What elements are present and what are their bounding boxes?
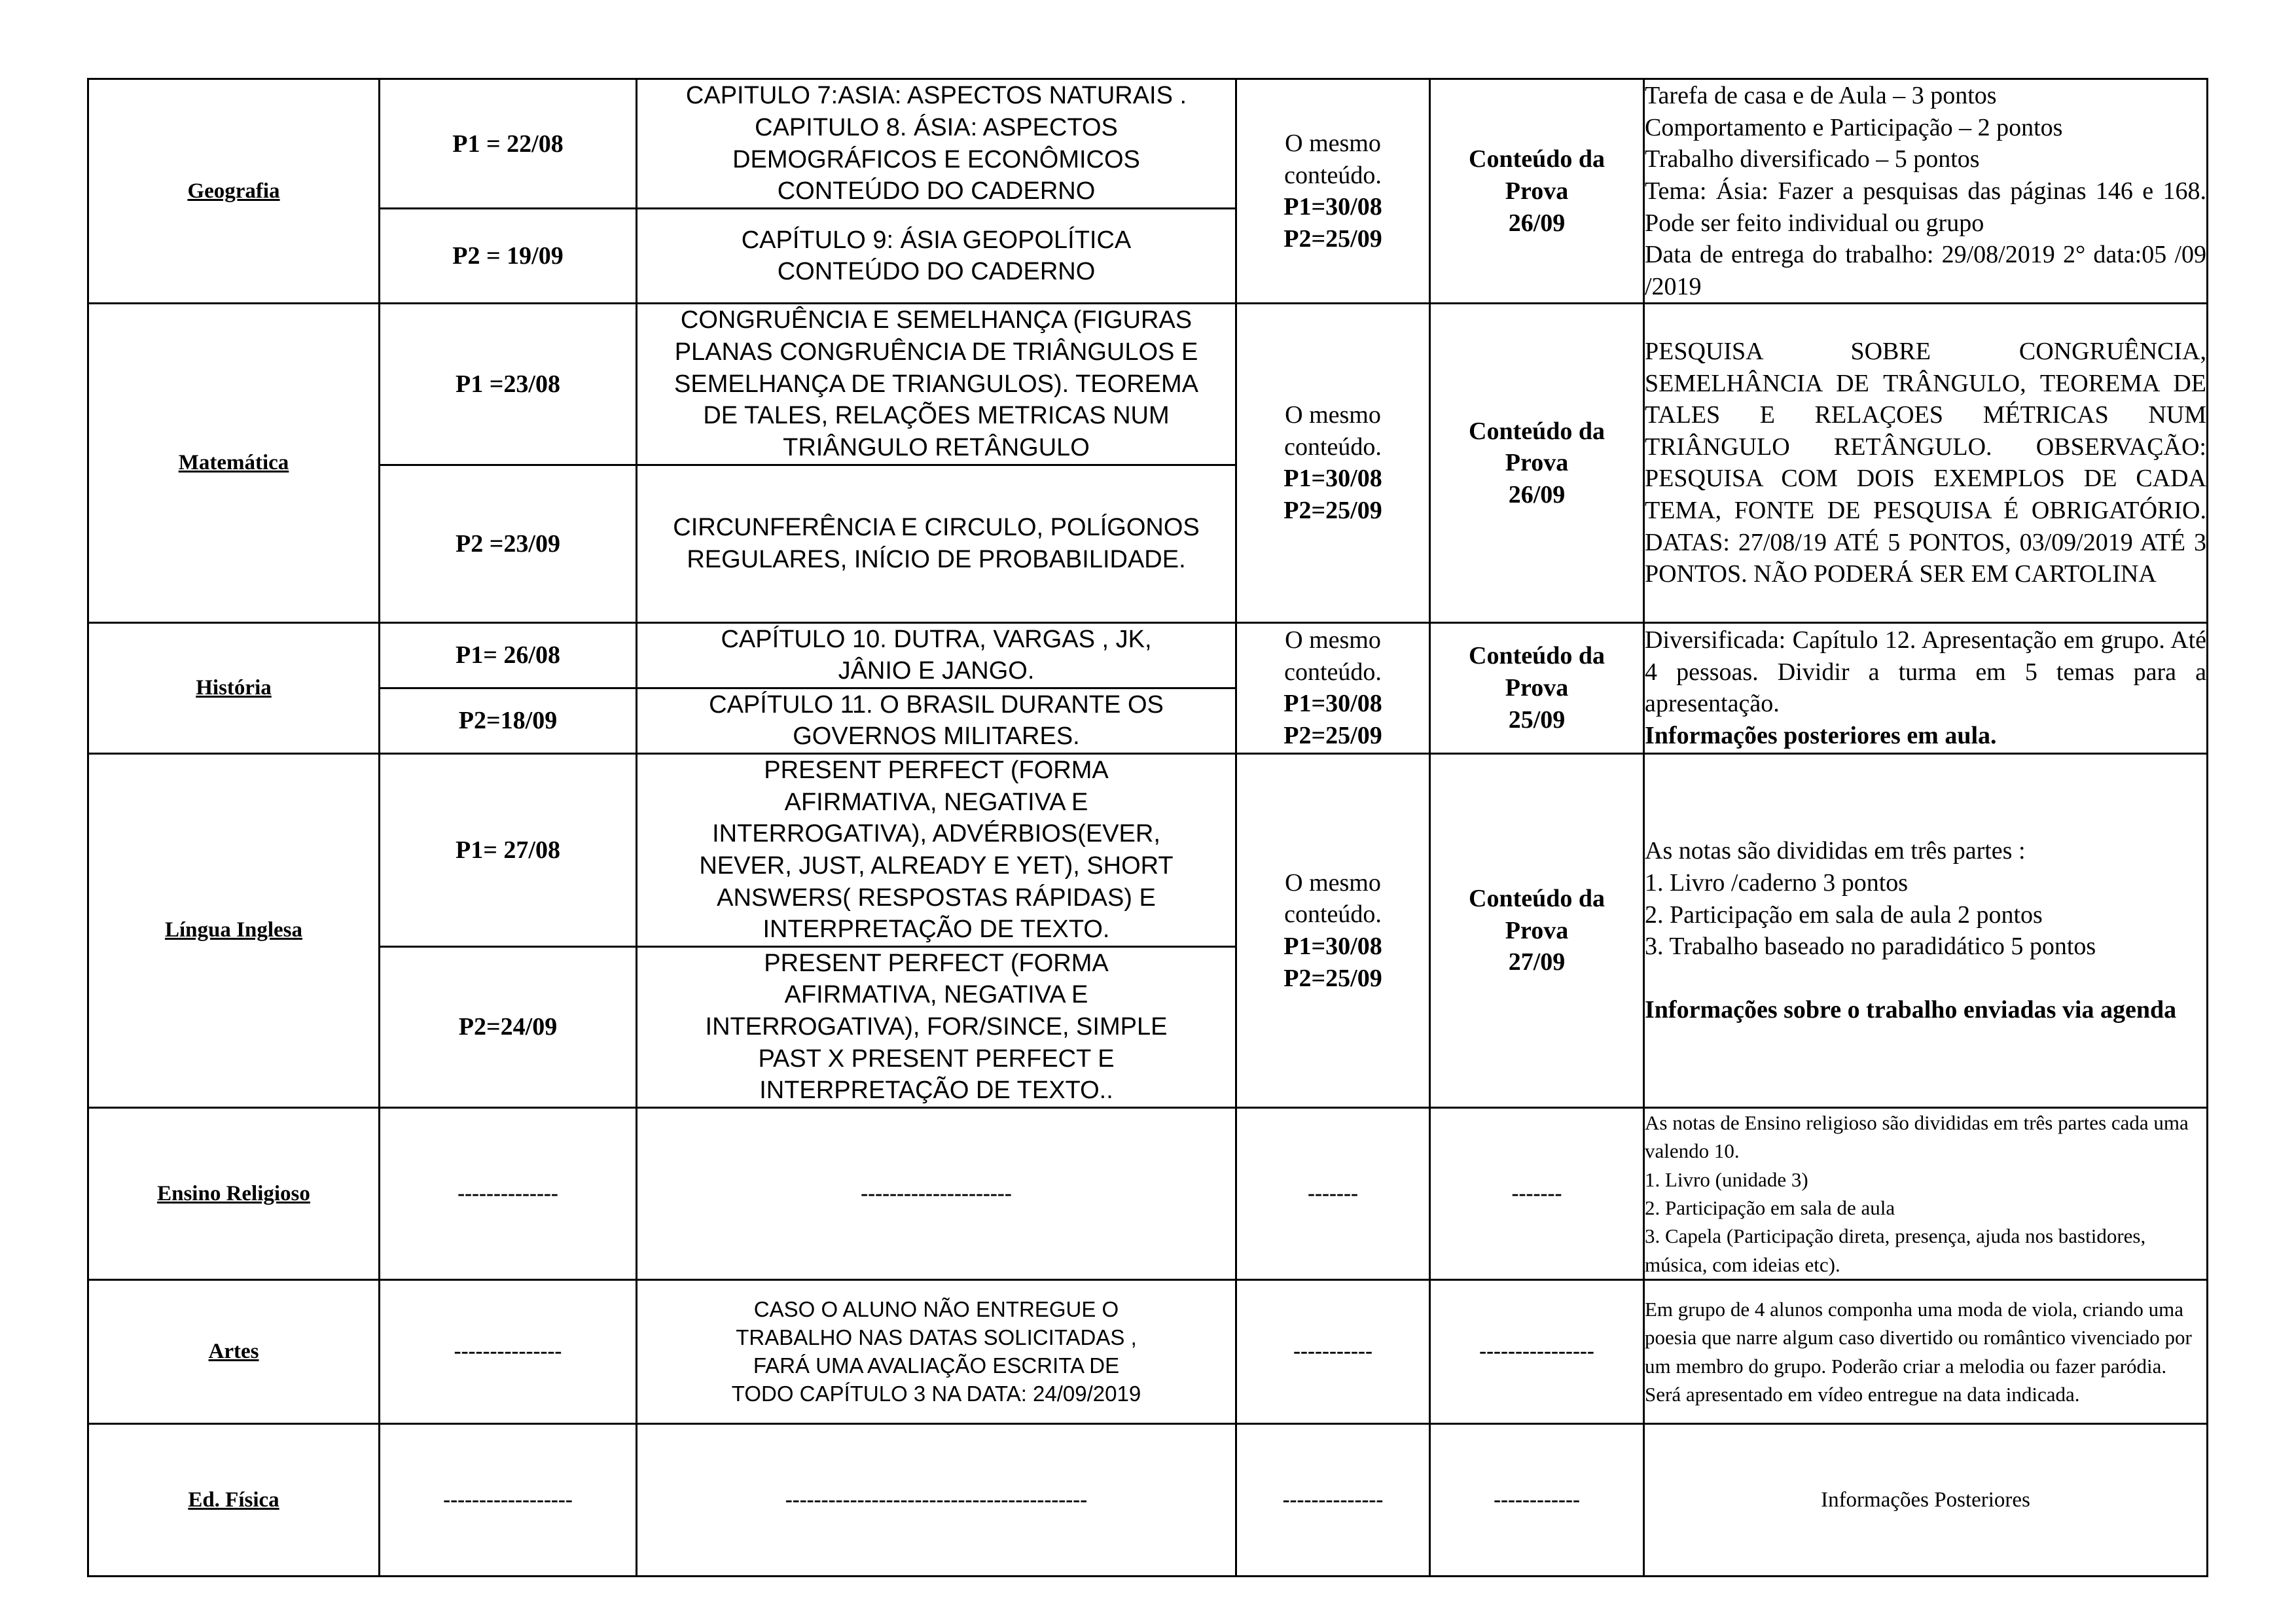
same-content-cell <box>1236 304 1430 622</box>
p1-date-cell: P1= 26/08 <box>380 622 637 688</box>
exam-line: Prova <box>1505 449 1569 477</box>
same-content-cell: ------- <box>1236 1107 1430 1279</box>
p2-content-cell <box>637 946 1236 1107</box>
exam-cell: ------- <box>1430 1107 1644 1279</box>
info-line: 3. Capela (Participação direta, presença, ajuda nos bastidores, música, com ideias etc). <box>1645 1224 2146 1276</box>
subject-cell: Ensino Religioso <box>88 1107 380 1279</box>
content-line: CAPITULO 7:ASIA: ASPECTOS NATURAIS . <box>685 82 1187 110</box>
content-line: PRESENT PERFECT (FORMA <box>764 757 1109 784</box>
same-content-line: conteúdo. <box>1284 433 1382 461</box>
content-line: SEMELHANÇA DE TRIANGULOS). TEOREMA <box>674 370 1198 398</box>
same-p1-date: P1=30/08 <box>1283 465 1382 493</box>
subject-cell: Ed. Física <box>88 1424 380 1577</box>
content-cell: ------------------------------------------ <box>637 1424 1236 1577</box>
same-content-cell <box>1236 622 1430 754</box>
info-cell <box>1644 79 2208 304</box>
p1-content-cell <box>637 79 1236 209</box>
p2-date-cell: P2 = 19/09 <box>380 209 637 304</box>
content-line: AFIRMATIVA, NEGATIVA E <box>784 981 1088 1009</box>
info-line: 1. Livro (unidade 3) <box>1645 1168 1808 1191</box>
table-row <box>88 1424 2208 1577</box>
content-line: CONTEÚDO DO CADERNO <box>777 177 1096 205</box>
content-line: ANSWERS( RESPOSTAS RÁPIDAS) E <box>717 883 1156 912</box>
content-line: CIRCUNFERÊNCIA E CIRCULO, POLÍGONOS <box>673 513 1200 541</box>
info-line: 1. Livro /caderno 3 pontos <box>1645 869 1909 897</box>
info-line: Tarefa de casa e de Aula – 3 pontos <box>1645 82 1997 109</box>
same-content-line: O mesmo <box>1285 129 1381 157</box>
info-line: 3. Trabalho baseado no paradidático 5 pontos <box>1645 933 2096 961</box>
exam-cell: ---------------- <box>1430 1280 1644 1424</box>
exam-cell <box>1430 754 1644 1108</box>
exam-date: 25/09 <box>1508 705 1566 734</box>
content-line: PLANAS CONGRUÊNCIA DE TRIÂNGULOS E <box>674 338 1198 366</box>
same-content-line: conteúdo. <box>1284 901 1382 929</box>
table-row <box>88 754 2208 947</box>
content-line: INTERROGATIVA), FOR/SINCE, SIMPLE <box>705 1013 1168 1041</box>
same-content-cell <box>1236 754 1430 1108</box>
subject-cell: Língua Inglesa <box>88 754 380 1108</box>
content-line: REGULARES, INÍCIO DE PROBABILIDADE. <box>687 545 1186 573</box>
exam-cell <box>1430 304 1644 622</box>
p1-date-cell: P1 =23/08 <box>380 304 637 465</box>
p2-date-cell: P2=18/09 <box>380 688 637 753</box>
content-line: INTERPRETAÇÃO DE TEXTO. <box>762 916 1110 944</box>
exam-line: Conteúdo da <box>1469 417 1605 445</box>
content-line: PRESENT PERFECT (FORMA <box>764 949 1109 977</box>
content-line: TODO CAPÍTULO 3 NA DATA: 24/09/2019 <box>731 1381 1141 1406</box>
subject-cell: Artes <box>88 1280 380 1424</box>
content-line: JÂNIO E JANGO. <box>838 657 1035 685</box>
info-line: Tema: Ásia: Fazer a pesquisas das páginas 146 e 168. Pode ser feito individual ou grupo <box>1645 177 2206 237</box>
info-bold-text: Informações sobre o trabalho enviadas via agenda <box>1645 995 2177 1024</box>
info-line: Trabalho diversificado – 5 pontos <box>1645 145 1980 173</box>
table-row <box>88 79 2208 209</box>
content-line: DEMOGRÁFICOS E ECONÔMICOS <box>732 145 1140 173</box>
same-p2-date: P2=25/09 <box>1283 721 1382 749</box>
same-p1-date: P1=30/08 <box>1283 193 1382 221</box>
content-cell <box>637 1280 1236 1424</box>
info-cell: Em grupo de 4 alunos componha uma moda de viola, criando uma poesia que narre algum caso divertido ou romântico vivenciado por um membro do grupo. Poderão criar a melodia ou fazer paródia. Será apresentado em vídeo entregue na data indicada. <box>1644 1280 2208 1424</box>
p1-content-cell <box>637 754 1236 947</box>
exam-cell: ------------ <box>1430 1424 1644 1577</box>
p2-date-cell: P2=24/09 <box>380 946 637 1107</box>
same-content-cell: ----------- <box>1236 1280 1430 1424</box>
content-line: CAPITULO 8. ÁSIA: ASPECTOS <box>755 113 1118 141</box>
same-p1-date: P1=30/08 <box>1283 932 1382 960</box>
exam-date: 27/09 <box>1508 948 1566 976</box>
content-line: NEVER, JUST, ALREADY E YET), SHORT <box>699 851 1174 880</box>
info-cell: PESQUISA SOBRE CONGRUÊNCIA, SEMELHÂNCIA DE TRÂNGULO, TEOREMA DE TALES E RELAÇOES MÉTRICAS NUM TRIÂNGULO RETÂNGULO. OBSERVAÇÃO: PESQUISA COM DOIS EXEMPLOS DE CADA TEMA, FONTE DE PESQUISA É OBRIGATÓRIO. DATAS: 27/08/19 ATÉ 5 PONTOS, 03/09/2019 ATÉ 3 PONTOS. NÃO PODERÁ SER EM CARTOLINA <box>1644 304 2208 622</box>
exam-line: Prova <box>1505 673 1569 702</box>
exam-line: Conteúdo da <box>1469 885 1605 912</box>
content-line: DE TALES, RELAÇÕES METRICAS NUM <box>703 402 1170 430</box>
table-row <box>88 1280 2208 1424</box>
info-line: Data de entrega do trabalho: 29/08/2019 2° data:05 /09 /2019 <box>1645 241 2206 300</box>
content-line: CAPÍTULO 9: ÁSIA GEOPOLÍTICA <box>741 226 1132 254</box>
p2-content-cell <box>637 465 1236 622</box>
exam-cell <box>1430 79 1644 304</box>
content-line: TRIÂNGULO RETÂNGULO <box>783 433 1090 461</box>
same-content-line: conteúdo. <box>1284 161 1382 189</box>
p2-content-cell <box>637 209 1236 304</box>
p1-content-cell <box>637 622 1236 688</box>
date-cell: -------------- <box>380 1107 637 1279</box>
content-line: PAST X PRESENT PERFECT E <box>758 1044 1115 1073</box>
content-line: TRABALHO NAS DATAS SOLICITADAS , <box>736 1325 1137 1349</box>
info-cell <box>1644 754 2208 1108</box>
subject-cell: História <box>88 622 380 754</box>
same-content-line: O mesmo <box>1285 401 1381 429</box>
same-content-line: O mesmo <box>1285 626 1381 654</box>
same-p1-date: P1=30/08 <box>1283 690 1382 718</box>
p1-date-cell: P1 = 22/08 <box>380 79 637 209</box>
same-content-cell <box>1236 79 1430 304</box>
content-line: CAPÍTULO 11. O BRASIL DURANTE OS <box>709 690 1164 719</box>
info-bold-text: Informações posteriores em aula. <box>1645 721 1997 749</box>
same-content-line: conteúdo. <box>1284 658 1382 686</box>
content-line: CONGRUÊNCIA E SEMELHANÇA (FIGURAS <box>680 306 1193 334</box>
schedule-table <box>87 78 2208 1577</box>
p2-date-cell: P2 =23/09 <box>380 465 637 622</box>
same-p2-date: P2=25/09 <box>1283 964 1382 992</box>
p1-date-cell: P1= 27/08 <box>380 754 637 947</box>
content-line: CONTEÚDO DO CADERNO <box>777 258 1096 286</box>
subject-cell: Geografia <box>88 79 380 304</box>
same-p2-date: P2=25/09 <box>1283 497 1382 525</box>
info-cell <box>1644 622 2208 754</box>
info-line: 2. Participação em sala de aula 2 pontos <box>1645 901 2043 929</box>
table-row <box>88 622 2208 688</box>
exam-line: Conteúdo da <box>1469 642 1605 670</box>
table-row <box>88 304 2208 465</box>
p2-content-cell <box>637 688 1236 753</box>
info-line: As notas de Ensino religioso são divididas em três partes cada uma valendo 10. <box>1645 1111 2189 1163</box>
info-line: 2. Participação em sala de aula <box>1645 1196 1895 1220</box>
same-content-cell: -------------- <box>1236 1424 1430 1577</box>
content-line: INTERPRETAÇÃO DE TEXTO.. <box>759 1077 1113 1105</box>
content-line: FARÁ UMA AVALIAÇÃO ESCRITA DE <box>753 1353 1120 1378</box>
info-text: Diversificada: Capítulo 12. Apresentação em grupo. Até 4 pessoas. Dividir a turma em 5 temas para a apresentação. <box>1645 626 2206 718</box>
content-line: INTERROGATIVA), ADVÉRBIOS(EVER, <box>712 820 1160 848</box>
exam-line: Prova <box>1505 916 1569 944</box>
content-line: AFIRMATIVA, NEGATIVA E <box>784 788 1088 816</box>
table-row <box>88 1107 2208 1279</box>
info-line: As notas são divididas em três partes : <box>1645 837 2026 865</box>
date-cell: --------------- <box>380 1280 637 1424</box>
exam-line: Prova <box>1505 177 1569 205</box>
spacer <box>1645 963 2206 994</box>
content-line: CAPÍTULO 10. DUTRA, VARGAS , JK, <box>721 625 1152 653</box>
exam-date: 26/09 <box>1508 209 1566 237</box>
content-line: CASO O ALUNO NÃO ENTREGUE O <box>753 1296 1119 1321</box>
p1-content-cell <box>637 304 1236 465</box>
exam-date: 26/09 <box>1508 480 1566 508</box>
content-cell: --------------------- <box>637 1107 1236 1279</box>
info-cell <box>1644 1107 2208 1279</box>
exam-line: Conteúdo da <box>1469 145 1605 173</box>
same-content-line: O mesmo <box>1285 868 1381 897</box>
exam-cell <box>1430 622 1644 754</box>
info-cell: Informações Posteriores <box>1644 1424 2208 1577</box>
info-line: Comportamento e Participação – 2 pontos <box>1645 113 2063 141</box>
content-line: GOVERNOS MILITARES. <box>793 722 1080 751</box>
subject-cell: Matemática <box>88 304 380 622</box>
same-p2-date: P2=25/09 <box>1283 224 1382 253</box>
date-cell: ------------------ <box>380 1424 637 1577</box>
